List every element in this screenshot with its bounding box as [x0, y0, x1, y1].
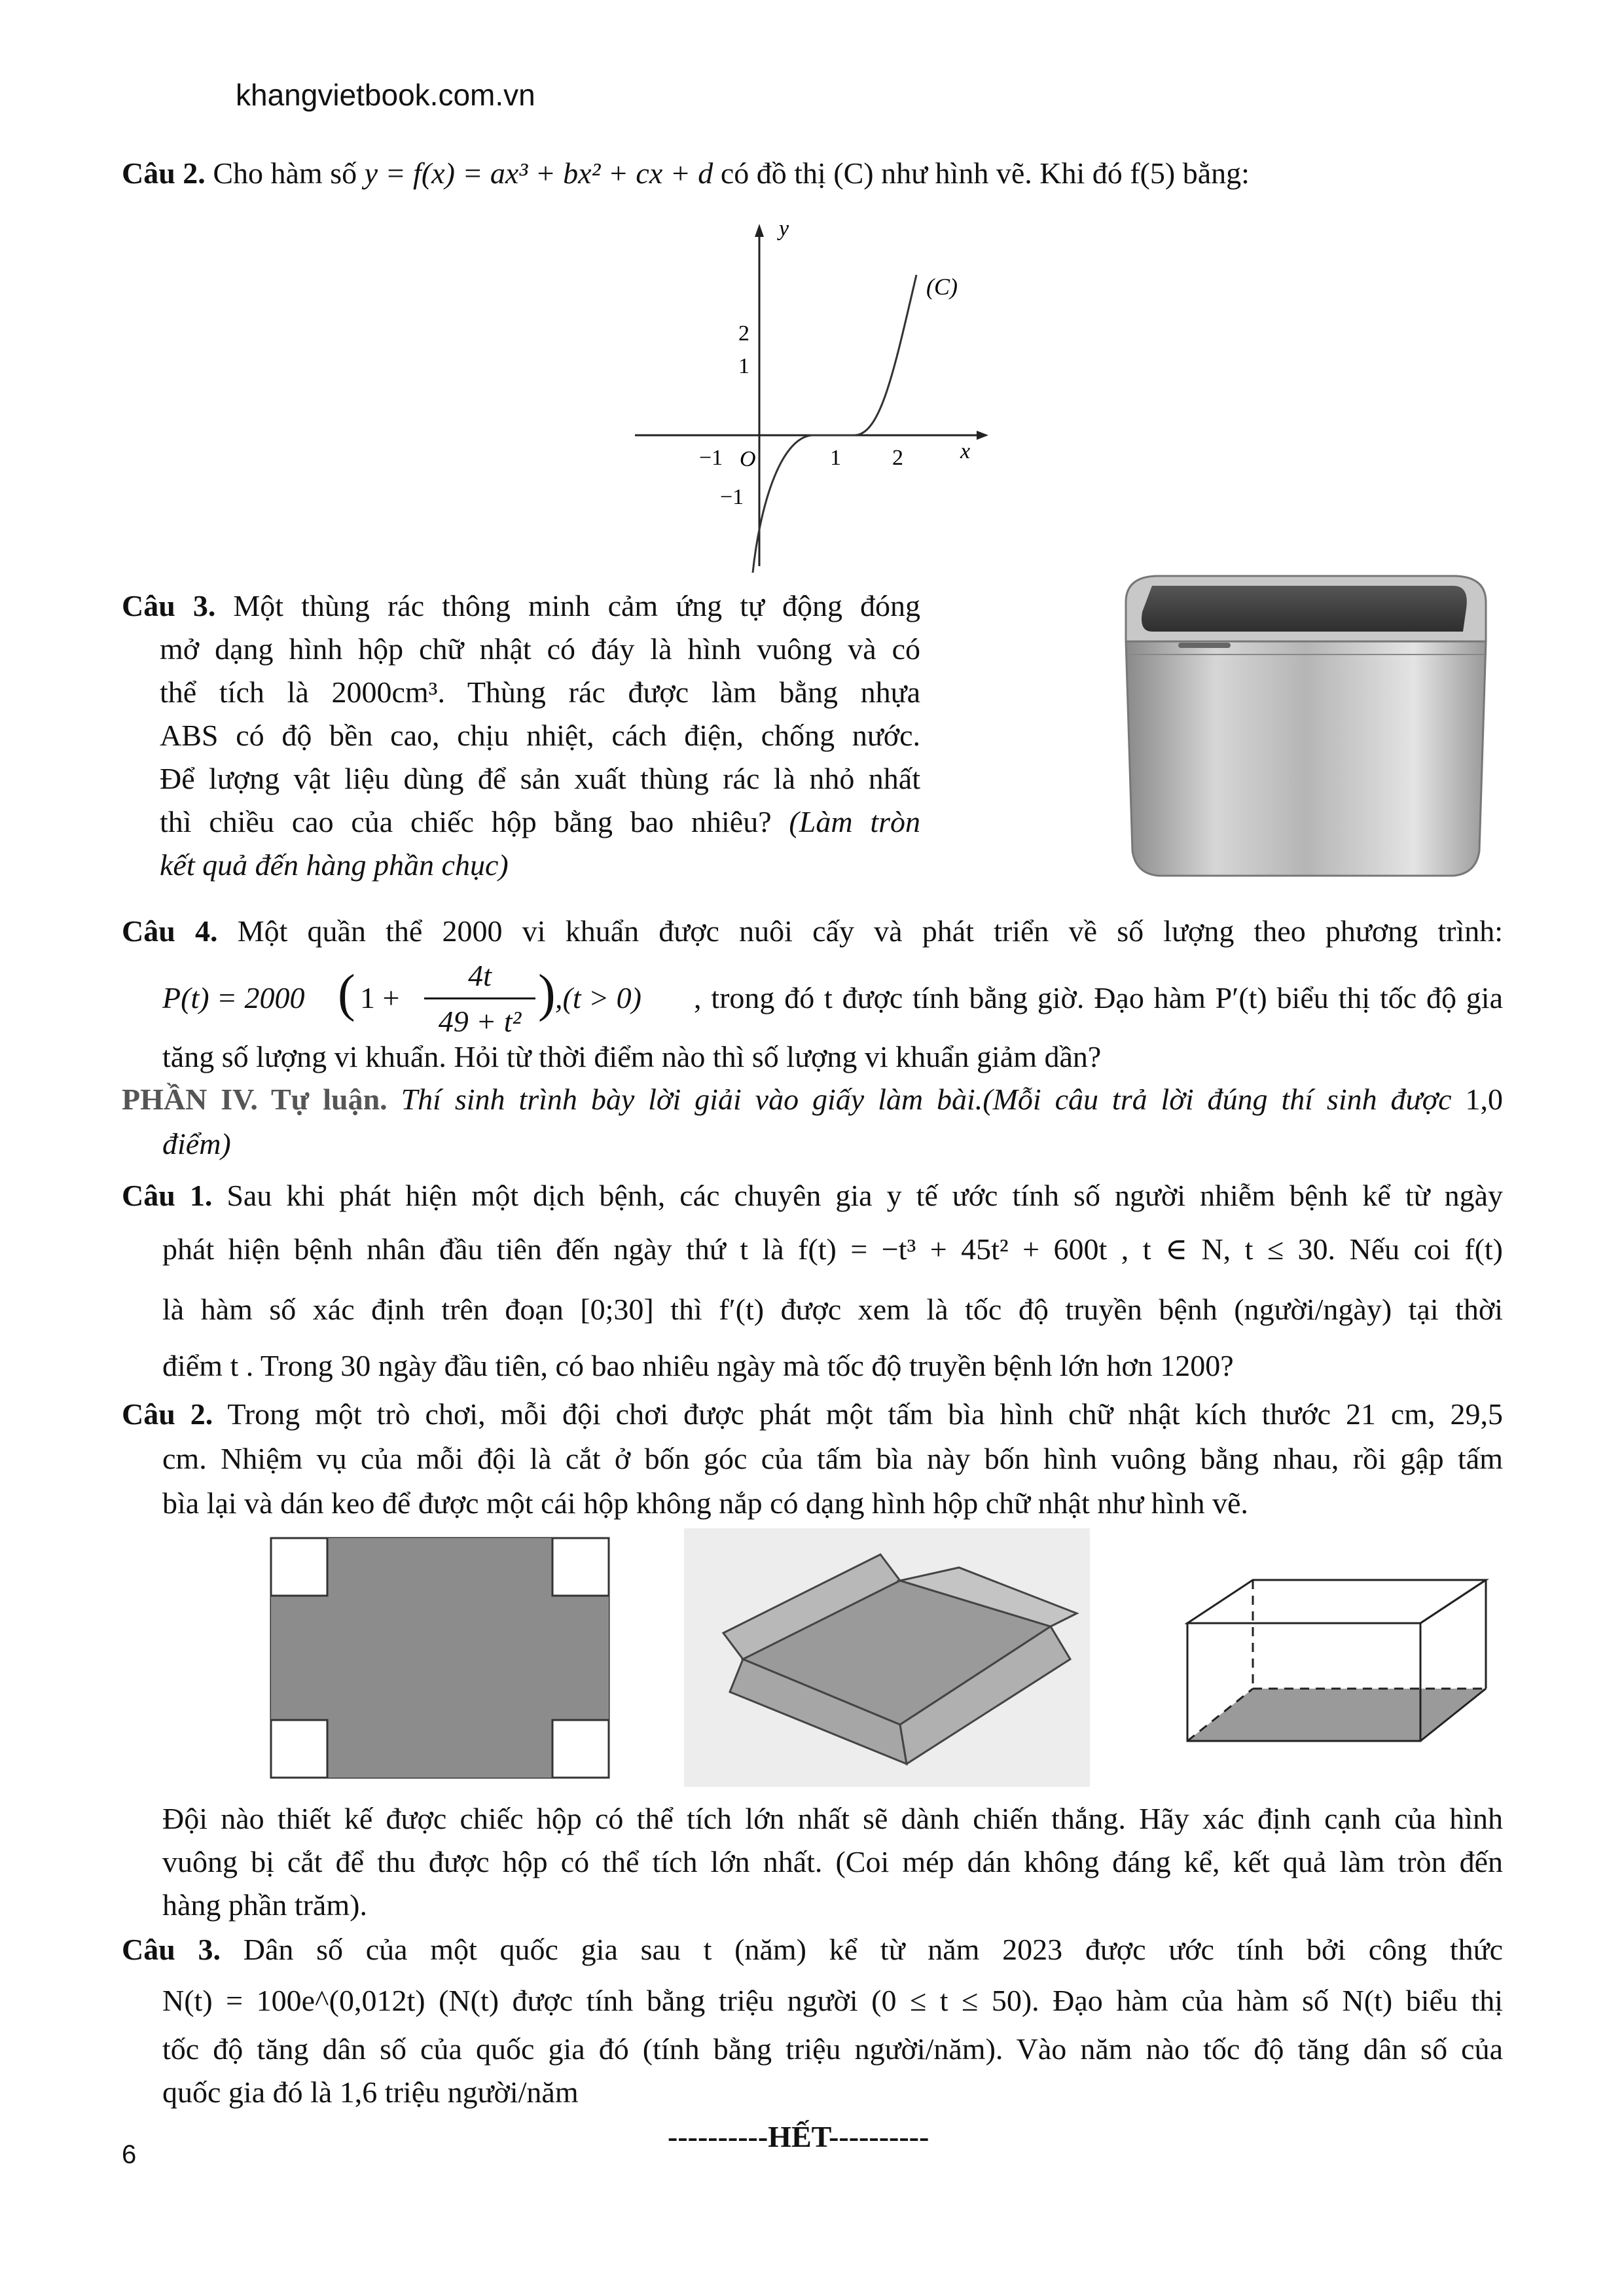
- e1-line-1-text: Sau khi phát hiện một dịch bệnh, các chuyên gia y tế ước tính số người nhiễm bệnh kể từ ngày: [226, 1179, 1503, 1212]
- y-label: y: [779, 217, 789, 241]
- q4-line-2: , trong đó t được tính bằng giờ. Đạo hàm P′(t) biểu thị tốc độ gia: [694, 981, 1503, 1014]
- q4-formula-line: [162, 959, 1503, 1038]
- corner-square-br: [552, 1720, 609, 1778]
- end-marker: ----------HẾT----------: [668, 2120, 929, 2153]
- e2-line-1: [122, 1393, 1503, 1436]
- paren-close: ): [538, 965, 556, 1022]
- tick-y-1: 1: [738, 354, 749, 378]
- q3-line-3: thể tích là 2000cm³. Thùng rác được làm bằng nhựa: [160, 675, 920, 709]
- e2-line-4: Đội nào thiết kế được chiếc hộp có thể tích lớn nhất sẽ dành chiến thắng. Hãy xác định cạnh của hình: [162, 1802, 1503, 1835]
- e3-line-2: N(t) = 100e^(0,012t) (N(t) được tính bằng triệu người (0 ≤ t ≤ 50). Đạo hàm của hàm số N(t) biểu thị: [162, 1984, 1503, 2017]
- e1-line-1: [122, 1174, 1503, 1217]
- part4-points: 1,0: [1465, 1083, 1504, 1116]
- e3-label: Câu 3.: [122, 1933, 221, 1966]
- q3-line-1: [122, 584, 920, 628]
- curve-label: (C): [926, 274, 958, 300]
- x-label: x: [960, 439, 971, 463]
- e2-line-2: cm. Nhiệm vụ của mỗi đội là cắt ở bốn góc của tấm bìa này bốn hình vuông bằng nhau, rồi gập tấm: [162, 1442, 1503, 1475]
- q3-line-6-italic: (Làm tròn: [789, 805, 921, 838]
- y-axis-arrow: [755, 224, 764, 237]
- e3-line-1-text: Dân số của một quốc gia sau t (năm) kể từ năm 2023 được ước tính bởi công thức: [243, 1933, 1503, 1966]
- corner-square-tl: [271, 1538, 327, 1596]
- tick-y-m1: −1: [720, 485, 744, 509]
- q3-label: Câu 3.: [122, 589, 216, 622]
- q3-line-7: kết quả đến hàng phần chục): [160, 848, 509, 882]
- q4-line-1: [122, 910, 1503, 953]
- part4-title: PHẦN IV. Tự luận.: [122, 1083, 388, 1116]
- e1-label: Câu 1.: [122, 1179, 213, 1212]
- tick-x-1: 1: [830, 446, 841, 470]
- net-center-horizontal: [271, 1596, 609, 1720]
- fraction-bar: [424, 997, 535, 999]
- q2-label: Câu 2.: [122, 156, 206, 190]
- q2-line: [122, 152, 1250, 195]
- corner-square-tr: [552, 1538, 609, 1596]
- tick-x-m1: −1: [699, 446, 723, 470]
- e2-line-1-text: Trong một trò chơi, mỗi đội chơi được phát một tấm bìa hình chữ nhật kích thước 21 cm, 29,5: [227, 1397, 1503, 1431]
- cubic-graph: [628, 209, 995, 576]
- q2-text-b: có đồ thị (C) như hình vẽ. Khi đó f(5) bằng:: [720, 156, 1250, 190]
- tick-y-2: 2: [738, 321, 749, 346]
- e2-line-3: bìa lại và dán keo để được một cái hộp không nắp có dạng hình hộp chữ nhật như hình vẽ.: [162, 1486, 1248, 1520]
- folding-box-figure: [684, 1528, 1090, 1787]
- e1-line-2: phát hiện bệnh nhân đầu tiên đến ngày thứ t là f(t) = −t³ + 45t² + 600t , t ∈ N, t ≤ 30. Nếu coi f(t): [162, 1232, 1503, 1266]
- e2-line-6: hàng phần trăm).: [162, 1888, 367, 1922]
- q2-text-a: Cho hàm số: [213, 156, 357, 190]
- bin-sensor: [1178, 643, 1231, 648]
- e3-line-4: quốc gia đó là 1,6 triệu người/năm: [162, 2075, 579, 2109]
- curve-c: [753, 275, 916, 573]
- box-top-edge: [1187, 1580, 1486, 1623]
- part4-line-1: [122, 1078, 1503, 1121]
- q4-formula-den: 49 + t²: [438, 1005, 522, 1038]
- q4-line-3: tăng số lượng vi khuẩn. Hỏi từ thời điểm nào thì số lượng vi khuẩn giảm dần?: [162, 1040, 1102, 1073]
- paren-open: (: [338, 965, 355, 1022]
- q4-line-1-text: Một quần thể 2000 vi khuẩn được nuôi cấy và phát triển về số lượng theo phương trình:: [237, 914, 1503, 948]
- cardboard-net-figure: [270, 1537, 610, 1779]
- part4-instruction: Thí sinh trình bày lời giải vào giấy làm bài.(Mỗi câu trả lời đúng thí sinh được: [401, 1083, 1452, 1116]
- q3-line-6: [122, 800, 920, 844]
- q3-line-5: Để lượng vật liệu dùng để sản xuất thùng rác là nhỏ nhất: [160, 762, 920, 795]
- q3-line-1-text: Một thùng rác thông minh cảm ứng tự động đóng: [233, 589, 921, 622]
- open-box-figure: [1185, 1577, 1492, 1748]
- part4-points-end: điểm): [162, 1127, 231, 1160]
- q4-formula-left: P(t) = 2000: [162, 981, 305, 1014]
- trash-bin-image: [1113, 563, 1506, 884]
- page-number: 6: [122, 2140, 137, 2169]
- tick-x-2: 2: [892, 446, 903, 470]
- origin-label: O: [740, 447, 756, 471]
- q4-formula-num: 4t: [468, 959, 492, 992]
- e2-line-5: vuông bị cắt để thu được hộp có thể tích lớn nhất. (Coi mép dán không đáng kể, kết quả làm tròn đến: [162, 1845, 1503, 1878]
- q4-label: Câu 4.: [122, 914, 218, 948]
- q4-formula-one: 1 +: [360, 981, 400, 1014]
- q3-block: [122, 584, 920, 887]
- bin-lid-top: [1142, 586, 1467, 632]
- q3-line-2: mở dạng hình hộp chữ nhật có đáy là hình vuông và có: [160, 632, 920, 666]
- e3-line-1: [122, 1928, 1503, 1971]
- box-bottom-shade: [1187, 1689, 1486, 1741]
- corner-square-bl: [271, 1720, 327, 1778]
- q3-line-6-text: thì chiều cao của chiếc hộp bằng bao nhiêu?: [160, 805, 772, 838]
- q2-formula: y = f(x) = ax³ + bx² + cx + d: [364, 156, 713, 190]
- e1-line-4: điểm t . Trong 30 ngày đầu tiên, có bao nhiêu ngày mà tốc độ truyền bệnh lớn hơn 1200?: [162, 1349, 1234, 1382]
- e3-line-3: tốc độ tăng dân số của quốc gia đó (tính bằng triệu người/năm). Vào năm nào tốc độ tăng dân số của: [162, 2032, 1503, 2066]
- e1-line-3: là hàm số xác định trên đoạn [0;30] thì f′(t) được xem là tốc độ truyền bệnh (người/ngày) tại thời: [162, 1293, 1503, 1326]
- e2-label: Câu 2.: [122, 1397, 213, 1431]
- bin-body: [1126, 641, 1486, 876]
- q3-line-4: ABS có độ bền cao, chịu nhiệt, cách điện, chống nước.: [160, 719, 920, 752]
- q4-formula-cond: ,(t > 0): [555, 981, 641, 1014]
- site-header: khangvietbook.com.vn: [236, 78, 535, 112]
- x-axis-arrow: [977, 431, 988, 440]
